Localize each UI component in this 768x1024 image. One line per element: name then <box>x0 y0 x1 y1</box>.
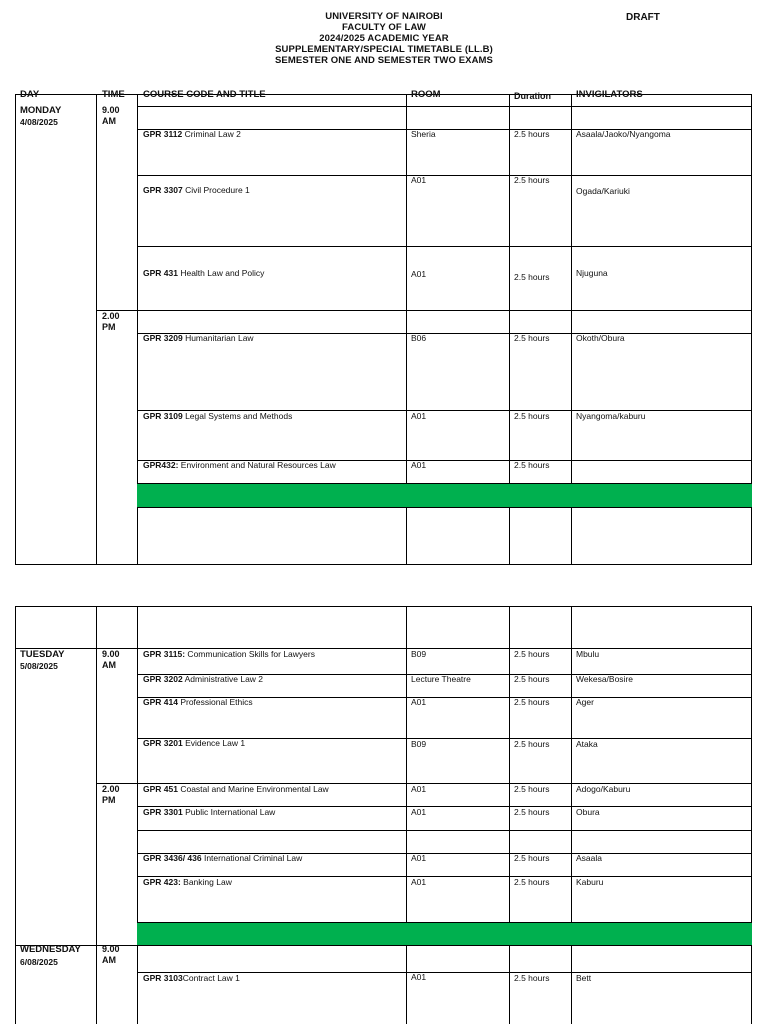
duration: 2.5 hours <box>514 697 550 707</box>
invigilators: Adogo/Kaburu <box>576 784 631 794</box>
invigilators: Wekesa/Bosire <box>576 674 634 684</box>
course-code: GPR 3301 <box>143 807 183 817</box>
column-header-time: TIME <box>102 89 125 100</box>
course-code: GPR432: <box>143 460 179 470</box>
course-code: GPR 3103 <box>143 973 183 983</box>
course-title: Evidence Law 1 <box>182 738 246 748</box>
course-code: GPR 3201 <box>143 738 183 748</box>
room: Lecture Theatre <box>411 674 471 684</box>
course-code: GPR 3115: <box>143 649 186 659</box>
invigilators: Ataka <box>576 739 598 749</box>
duration: 2.5 hours <box>514 973 550 983</box>
course-code: GPR 423: <box>143 877 181 887</box>
course-code: GPR 3109 <box>143 411 183 421</box>
duration: 2.5 hours <box>514 460 550 470</box>
course-title: Professional Ethics <box>177 697 253 707</box>
room: A01 <box>411 784 427 794</box>
column-header-room: ROOM <box>411 89 441 100</box>
duration: 2.5 hours <box>514 784 550 794</box>
room: A01 <box>411 411 427 421</box>
duration: 2.5 hours <box>514 272 550 282</box>
invigilators: Ogada/Kariuki <box>576 186 630 196</box>
course-title: International Criminal Law <box>201 853 303 863</box>
room: Sheria <box>411 129 436 139</box>
draft-label: DRAFT <box>626 12 660 23</box>
duration: 2.5 hours <box>514 411 550 421</box>
course-code: GPR 3307 <box>143 185 183 195</box>
day-name: MONDAY <box>20 105 62 116</box>
timetable-table-1 <box>15 89 752 565</box>
course-title: Communication Skills for Lawyers <box>185 649 315 659</box>
room: A01 <box>411 877 427 887</box>
room: A01 <box>411 972 427 982</box>
day-name: TUESDAY <box>20 649 65 660</box>
room: A01 <box>411 697 427 707</box>
header-line: SEMESTER ONE AND SEMESTER TWO EXAMS <box>275 55 493 66</box>
header-line: FACULTY OF LAW <box>342 22 426 33</box>
invigilators: Ager <box>576 697 594 707</box>
duration: 2.5 hours <box>514 877 550 887</box>
column-header-invigilators: INVIGILATORS <box>576 89 643 100</box>
day-date: 5/08/2025 <box>20 661 58 671</box>
duration: 2.5 hours <box>514 853 550 863</box>
course-title: Legal Systems and Methods <box>182 411 293 421</box>
header-line: UNIVERSITY OF NAIROBI <box>325 11 443 22</box>
course-title: Public International Law <box>182 807 276 817</box>
room: A01 <box>411 269 427 279</box>
course-title: Administrative Law 2 <box>182 674 264 684</box>
invigilators: Bett <box>576 973 592 983</box>
invigilators: Obura <box>576 807 600 817</box>
course-title: Banking Law <box>180 877 232 887</box>
course-code: GPR 3112 <box>143 129 183 139</box>
duration: 2.5 hours <box>514 649 550 659</box>
column-header-day: DAY <box>20 89 40 100</box>
room: B09 <box>411 649 427 659</box>
duration: 2.5 hours <box>514 175 550 185</box>
day-date: 4/08/2025 <box>20 117 58 127</box>
duration: 2.5 hours <box>514 333 550 343</box>
invigilators: Okoth/Obura <box>576 333 625 343</box>
exam-time: 9.00 AM <box>102 944 120 965</box>
room: A01 <box>411 175 427 185</box>
day-date: 6/08/2025 <box>20 957 58 967</box>
invigilators: Asaala/Jaoko/Nyangoma <box>576 129 671 139</box>
room: A01 <box>411 853 427 863</box>
course-title: Civil Procedure 1 <box>182 185 250 195</box>
invigilators: Mbulu <box>576 649 600 659</box>
duration: 2.5 hours <box>514 807 550 817</box>
timetable-table-2 <box>15 606 752 1024</box>
header-line: 2024/2025 ACADEMIC YEAR <box>319 33 449 44</box>
course-title: Criminal Law 2 <box>182 129 241 139</box>
room: B06 <box>411 333 427 343</box>
duration: 2.5 hours <box>514 129 550 139</box>
column-header-course: COURSE CODE AND TITLE <box>143 89 266 100</box>
exam-time: 9.00 AM <box>102 649 120 670</box>
room: A01 <box>411 807 427 817</box>
course-code: GPR 3202 <box>143 674 183 684</box>
invigilators: Njuguna <box>576 268 608 278</box>
exam-time: 2.00 PM <box>102 311 120 332</box>
course-code: GPR 414 <box>143 697 178 707</box>
room: B09 <box>411 739 427 749</box>
course-title: Contract Law 1 <box>182 973 240 983</box>
column-header-duration: Duration <box>514 91 551 101</box>
room: A01 <box>411 460 427 470</box>
header-line: SUPPLEMENTARY/SPECIAL TIMETABLE (LL.B) <box>275 44 493 55</box>
course-code: GPR 451 <box>143 784 178 794</box>
exam-time: 9.00 AM <box>102 105 120 126</box>
course-title: Health Law and Policy <box>177 268 265 278</box>
invigilators: Asaala <box>576 853 602 863</box>
exam-time: 2.00 PM <box>102 784 120 805</box>
course-code: GPR 431 <box>143 268 178 278</box>
course-title: Environment and Natural Resources Law <box>178 460 336 470</box>
duration: 2.5 hours <box>514 739 550 749</box>
duration: 2.5 hours <box>514 674 550 684</box>
day-name: WEDNESDAY <box>20 944 81 955</box>
invigilators: Kaburu <box>576 877 604 887</box>
green-separator-row <box>137 484 752 507</box>
invigilators: Nyangoma/kaburu <box>576 411 646 421</box>
green-separator-row <box>137 923 752 945</box>
course-title: Humanitarian Law <box>182 333 254 343</box>
course-code: GPR 3209 <box>143 333 183 343</box>
course-title: Coastal and Marine Environmental Law <box>177 784 329 794</box>
course-code: GPR 3436/ 436 <box>143 853 202 863</box>
